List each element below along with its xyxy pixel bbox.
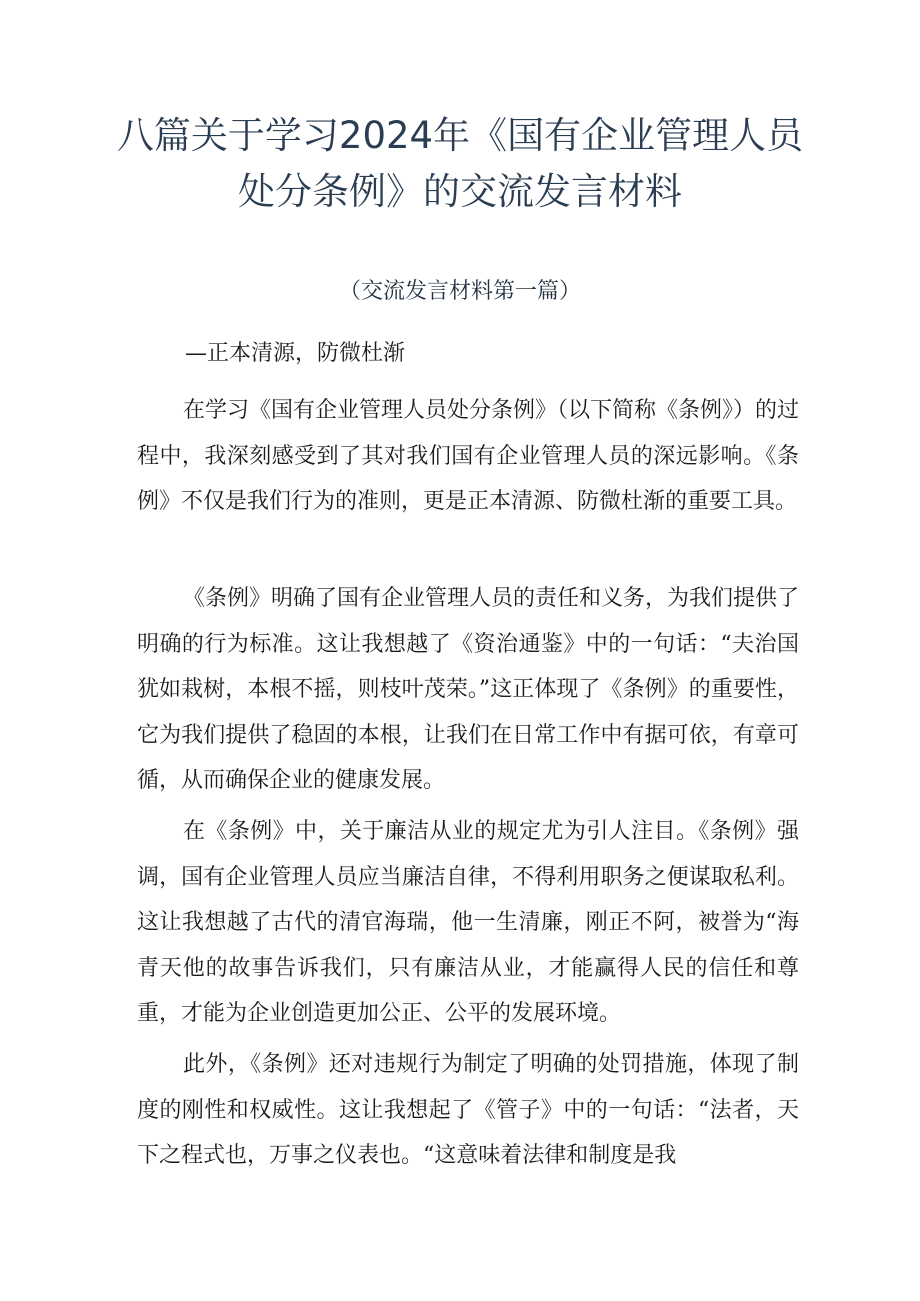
paragraph-3: 在《条例》中，关于廉洁从业的规定尤为引人注目。《条例》强调，国有企业管理人员应当廉洁自律，不得利用职务之便谋取私利。这让我想越了古代的清官海瑞，他一生清廉，刚正不阿，被誉为“海青天他的故事告诉我们，只有廉洁从业，才能赢得人民的信任和尊重，才能为企业创造更加公正、公平的发展环境。 — [137, 819, 799, 1026]
title-line-1: 八篇关于学习2024年《国有企业管理人员 — [116, 114, 804, 157]
section-subtitle: （交流发言材料第一篇） — [338, 279, 581, 304]
paragraph-1: 在学习《国有企业管理人员处分条例》（以下简称《条例》）的过程中，我深刻感受到了其对我们国有企业管理人员的深远影响。《条例》不仅是我们行为的准则，更是正本清源、防微杜渐的重要工具。 — [137, 398, 800, 514]
document-title — [100, 108, 820, 220]
title-line-2: 处分条例》的交流发言材料 — [238, 170, 682, 213]
paragraph-2: 《条例》明确了国有企业管理人员的责任和义务，为我们提供了明确的行为标准。这让我想越了《资治通鉴》中的一句话：“夫治国犹如栽树，本根不摇，则枝叶茂荣。”这正体现了《条例》的重要性，它为我们提供了稳固的本根，让我们在日常工作中有据可依，有章可循，从而确保企业的健康发展。 — [137, 586, 800, 793]
paragraph-4: 此外，《条例》还对违规行为制定了明确的处罚措施，体现了制度的刚性和权威性。这让我想起了《管子》中的一句话：“法者，天下之程式也，万事之仪表也。“这意味着法律和制度是我 — [137, 1052, 799, 1168]
section-motto: —正本清源，防微杜渐 — [185, 341, 406, 366]
